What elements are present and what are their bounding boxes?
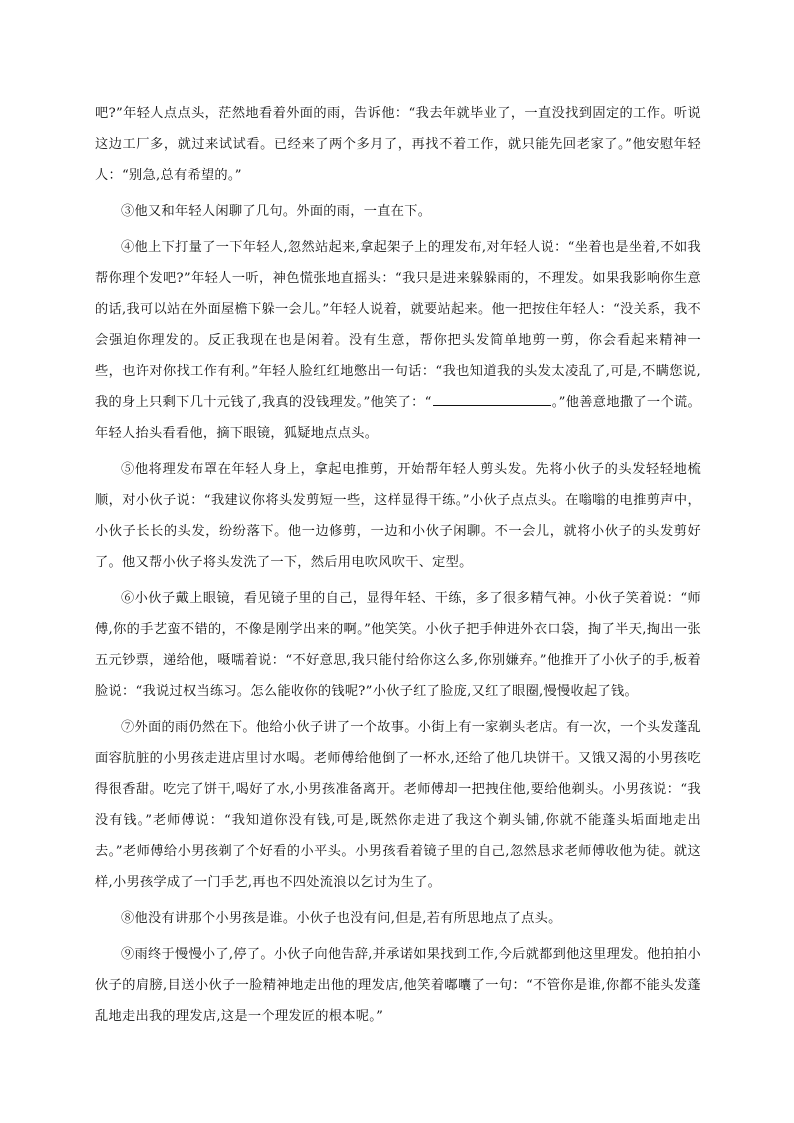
paragraph-4 (95, 232, 701, 449)
paragraph-4-after-blank: 。”他善意地撒了一个谎。年轻人抬头看看他，摘下眼镜，狐疑地点点头。 (95, 395, 701, 441)
paragraph-4-before-blank: ④他上下打量了一下年轻人,忽然站起来,拿起架子上的理发布,对年轻人说：“坐着也是坐着,不如我帮你理个发吧?”年轻人一听，神色慌张地直摇头：“我只是进来躲躲雨的，不理发。如果我影响你生意的话,我可以站在外面屋檐下躲一会儿。”年轻人说着，就要站起来。他一把按住年轻人：“没关系，我不会强迫你理发的。反正我现在也是闲着。没有生意，帮你把头发简单地剪一剪，你会看起来精神一些，也许对你找工作有利。”年轻人脸红红地憋出一句话：“我也知道我的头发太凌乱了,可是,不瞒您说,我的身上只剩下几十元钱了,我真的没钱理发。”他笑了：“ (95, 240, 701, 410)
paragraph-5: ⑤他将理发布罩在年轻人身上，拿起电推剪，开始帮年轻人剪头发。先将小伙子的头发轻轻地梳顺，对小伙子说：“我建议你将头发剪短一些，这样显得干练。”小伙子点点头。在嗡嗡的电推剪声中，小伙子长长的头发，纷纷落下。他一边修剪，一边和小伙子闲聊。不一会儿，就将小伙子的头发剪好了。他又帮小伙子将头发洗了一下，然后用电吹风吹干、定型。 (95, 462, 701, 570)
paragraph-6: ⑥小伙子戴上眼镜，看见镜子里的自己，显得年轻、干练，多了很多精气神。小伙子笑着说：“师傅,你的手艺蛮不错的，不像是刚学出来的啊。”他笑笑。小伙子把手伸进外衣口袋，掏了半天,掏出一张五元钞票，递给他，嗫嚅着说：“不好意思,我只能付给你这么多,你别嫌弃。”他推开了小伙子的手,板着脸说：“我说过权当练习。怎么能收你的钱呢?”小伙子红了脸庞,又红了眼圈,慢慢收起了钱。 (95, 591, 701, 699)
paragraph-3: ③他又和年轻人闲聊了几句。外面的雨，一直在下。 (121, 204, 432, 219)
paragraph-9: ⑨雨终于慢慢小了,停了。小伙子向他告辞,并承诺如果找到工作,今后就都到他这里理发。他拍拍小伙子的肩膀,目送小伙子一脸精神地走出他的理发店,他笑着嘟囔了一句：“不管你是谁,你都不能头发蓬乱地走出我的理发店,这是一个理发匠的根本呢。” (95, 947, 701, 1024)
paragraph-continued: 吧?”年轻人点点头，茫然地看着外面的雨，告诉他：“我去年就毕业了，一直没找到固定的工作。听说这边工厂多，就过来试试看。已经来了两个多月了，再找不着工作，就只能先回老家了。”他安慰年轻人：“别急,总有希望的。” (95, 106, 701, 183)
paragraph-7: ⑦外面的雨仍然在下。他给小伙子讲了一个故事。小街上有一家剃头老店。有一次，一个头发蓬乱面容肮脏的小男孩走进店里讨水喝。老师傅给他倒了一杯水,还给了他几块饼干。又饿又渴的小男孩吃得很香甜。吃完了饼干,喝好了水,小男孩准备离开。老师傅却一把拽住他,要给他剃头。小男孩说：“我没有钱。”老师傅说：“我知道你没有钱,可是,既然你走进了我这个剃头铺,你就不能蓬头垢面地走出去。”老师傅给小男孩剃了个好看的小平头。小男孩看着镜子里的自己,忽然恳求老师傅收他为徒。就这样,小男孩学成了一门手艺,再也不四处流浪以乞讨为生了。 (95, 720, 701, 890)
fill-in-blank (433, 387, 551, 406)
story-text (95, 98, 701, 1037)
paragraph-8: ⑧他没有讲那个小男孩是谁。小伙子也没有问,但是,若有所思地点了点头。 (121, 911, 562, 926)
